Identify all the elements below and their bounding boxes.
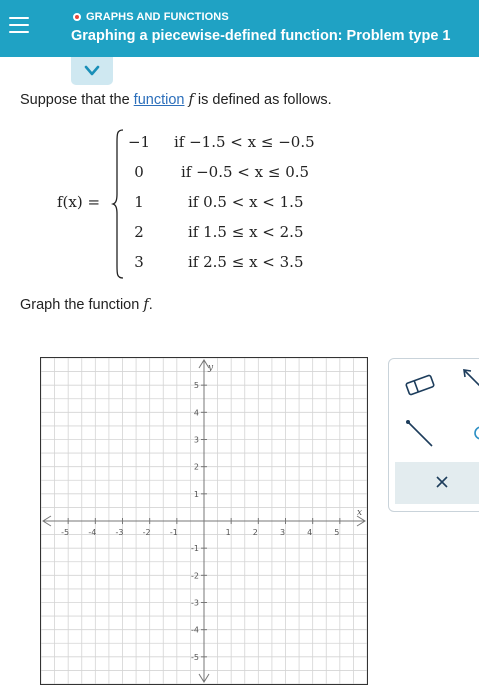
y-tick-label: -1 bbox=[191, 544, 199, 554]
problem-prompt bbox=[20, 92, 332, 108]
eraser-icon bbox=[403, 373, 437, 397]
x-tick-label: -2 bbox=[142, 528, 151, 537]
topic-status-dot bbox=[73, 13, 81, 21]
graph-prompt-text: Graph the function bbox=[20, 297, 144, 313]
y-tick-label: 1 bbox=[193, 489, 199, 499]
y-tick-label: 2 bbox=[193, 462, 199, 472]
prompt-text-before: Suppose that the bbox=[20, 92, 134, 108]
x-tick-label: -5 bbox=[61, 528, 70, 537]
y-tick-label: -5 bbox=[191, 652, 199, 662]
line-segment-icon bbox=[405, 419, 435, 449]
piecewise-definition bbox=[0, 125, 479, 285]
hamburger-menu-icon[interactable] bbox=[6, 12, 32, 38]
x-tick-label: 5 bbox=[334, 528, 340, 537]
piece-condition: if 2.5 ≤ x < 3.5 bbox=[188, 253, 304, 271]
coordinate-plane[interactable] bbox=[41, 358, 367, 684]
expand-toggle[interactable] bbox=[71, 57, 113, 85]
function-name: f bbox=[188, 92, 194, 108]
ray-tool[interactable] bbox=[461, 367, 479, 391]
x-axis-label: x bbox=[357, 508, 363, 518]
piece-value: −1 bbox=[127, 133, 151, 151]
x-tick-label: 2 bbox=[252, 528, 258, 537]
graphing-toolbox bbox=[388, 358, 479, 512]
arrow-line-icon bbox=[461, 367, 479, 391]
y-tick-label: -2 bbox=[191, 571, 199, 581]
close-icon bbox=[395, 462, 479, 504]
eraser-tool[interactable] bbox=[403, 373, 437, 397]
piece-condition: if 0.5 < x < 1.5 bbox=[188, 193, 304, 211]
problem-title: Graphing a piecewise-defined function: Problem type 1 bbox=[71, 28, 451, 44]
y-tick-label: -3 bbox=[191, 598, 199, 608]
header-bar bbox=[0, 0, 479, 57]
open-circle-icon bbox=[471, 423, 479, 443]
function-link[interactable]: function bbox=[133, 92, 185, 108]
piece-condition: if 1.5 ≤ x < 2.5 bbox=[188, 223, 304, 241]
x-tick-label: -3 bbox=[115, 528, 124, 537]
segment-tool[interactable] bbox=[405, 419, 435, 449]
y-tick-label: 3 bbox=[193, 435, 199, 445]
graph-instruction bbox=[20, 297, 153, 313]
y-tick-label: 4 bbox=[193, 408, 199, 418]
x-tick-label: -1 bbox=[169, 528, 178, 537]
y-tick-label: -4 bbox=[191, 625, 199, 635]
y-axis-label: y bbox=[208, 363, 214, 373]
y-tick-label: 5 bbox=[193, 381, 199, 391]
piece-value: 1 bbox=[134, 193, 144, 211]
x-tick-label: 3 bbox=[279, 528, 286, 537]
graph-prompt-function-name: f bbox=[143, 297, 149, 313]
chevron-down-icon bbox=[84, 65, 100, 77]
x-tick-label: -4 bbox=[88, 528, 97, 537]
function-label: f(x) = bbox=[57, 193, 101, 211]
graph-canvas[interactable] bbox=[40, 357, 368, 685]
open-circle-tool[interactable] bbox=[471, 423, 479, 443]
piece-condition: if −0.5 < x ≤ 0.5 bbox=[181, 163, 310, 181]
piece-condition: if −1.5 < x ≤ −0.5 bbox=[174, 133, 315, 151]
x-tick-label: 4 bbox=[307, 528, 313, 537]
piece-value: 0 bbox=[134, 163, 144, 181]
piece-value: 2 bbox=[134, 223, 144, 241]
prompt-text-after: is defined as follows. bbox=[193, 92, 332, 108]
piece-value: 3 bbox=[134, 253, 144, 271]
x-tick-label: 1 bbox=[225, 528, 231, 537]
graph-prompt-period: . bbox=[148, 297, 153, 313]
topic-row bbox=[73, 10, 229, 24]
topic-label: GRAPHS AND FUNCTIONS bbox=[86, 11, 229, 23]
clear-button[interactable] bbox=[395, 462, 479, 504]
